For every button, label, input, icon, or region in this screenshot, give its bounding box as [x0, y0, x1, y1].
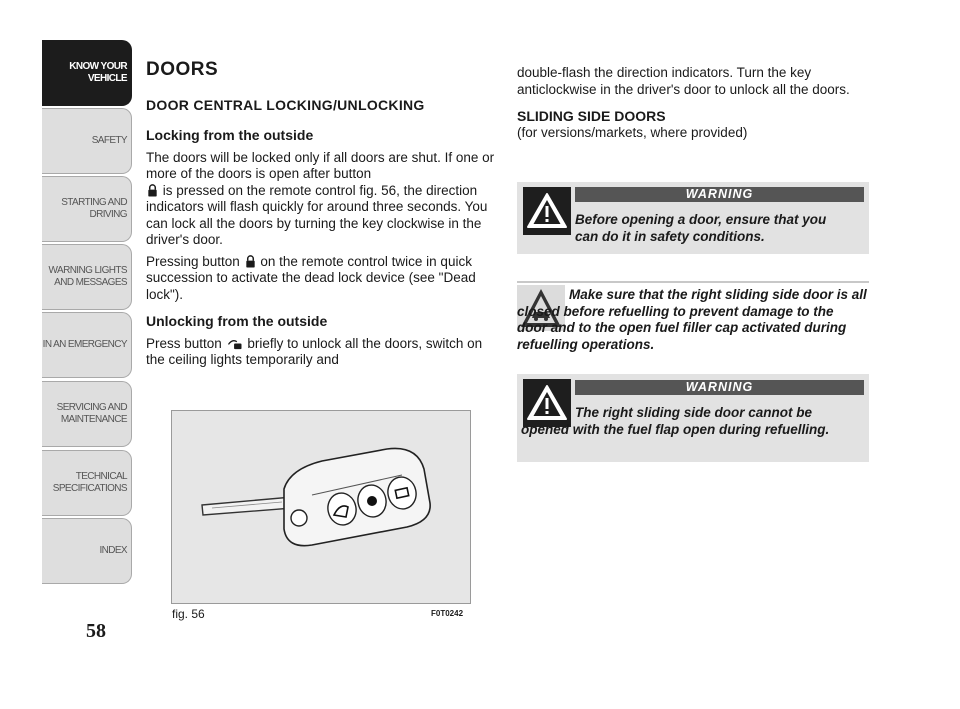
- locking-text-b: is pressed on the remote control fig. 56, the direction indicators will flash quickly for around three seconds. You can lock all the doors by turning the key clockwise in the driver's door.: [146, 182, 488, 247]
- locking-heading: Locking from the outside: [146, 127, 314, 143]
- page-number: 58: [86, 620, 106, 642]
- tab-starting-and-driving[interactable]: [42, 176, 132, 242]
- tab-label-line1: INDEX: [99, 545, 127, 556]
- tab-label-line1: SAFETY: [91, 135, 127, 146]
- tab-warning-lights[interactable]: [42, 244, 132, 310]
- warning-text: Before opening a door, ensure that you can do it in safety conditions.: [575, 212, 827, 244]
- unlocking-text-b: briefly to unlock all the doors, switch on the ceiling lights temporarily and: [146, 335, 483, 367]
- tab-label-line1: STARTING AND: [61, 197, 127, 208]
- tab-technical-specifications[interactable]: [42, 450, 132, 516]
- key-fob-figure: [171, 410, 471, 604]
- tab-label-line2: DRIVING: [89, 209, 127, 220]
- tab-label-line1: KNOW YOUR: [69, 61, 127, 72]
- section-subtitle: DOOR CENTRAL LOCKING/UNLOCKING: [146, 96, 425, 113]
- locking-paragraph-1: [146, 150, 496, 249]
- unlocking-heading: Unlocking from the outside: [146, 313, 328, 329]
- tab-label-line1: SERVICING AND: [56, 402, 127, 413]
- figure-code: F0T0242: [431, 609, 464, 618]
- warning-header: WARNING: [575, 187, 864, 202]
- section-title: DOORS: [146, 59, 219, 80]
- warning-header: WARNING: [575, 380, 864, 395]
- tab-label-line2: MAINTENANCE: [60, 414, 127, 425]
- tab-know-your-vehicle[interactable]: [42, 40, 132, 106]
- tab-servicing-and-maintenance[interactable]: [42, 381, 132, 447]
- right-column: [517, 65, 869, 141]
- unlocking-paragraph: [146, 336, 496, 369]
- tab-label-line1: TECHNICAL: [75, 471, 127, 482]
- sliding-doors-heading: SLIDING SIDE DOORS: [517, 108, 666, 124]
- tab-label-line2: AND MESSAGES: [54, 277, 127, 288]
- locking2-text-b: on the remote control twice in quick succession to activate the dead lock device (see "Dead lock").: [146, 253, 476, 302]
- warning-box-1: [517, 182, 869, 254]
- tab-in-an-emergency[interactable]: [42, 312, 132, 378]
- caution-text: Make sure that the right sliding side door is all closed before refuelling to prevent damage to the door and to the open fuel filler cap activated during refuelling operations.: [517, 287, 867, 352]
- unlocked-padlock-icon: [226, 337, 244, 350]
- caution-block: [517, 285, 869, 355]
- divider: [517, 281, 869, 283]
- locking-paragraph-2: [146, 254, 496, 304]
- continuation-paragraph: double-flash the direction indicators. Turn the key anticlockwise in the driver's door to unlock all the doors.: [517, 65, 850, 97]
- warning-triangle-icon: [523, 187, 571, 235]
- locking2-text-a: Pressing button: [146, 253, 240, 269]
- tab-index[interactable]: [42, 518, 132, 584]
- warning-text: The right sliding side door cannot be opened with the fuel flap open during refuelling.: [521, 405, 830, 437]
- padlock-icon: [146, 184, 159, 197]
- tab-safety[interactable]: [42, 108, 132, 174]
- left-column: [146, 59, 496, 374]
- tab-label-line1: IN AN EMERGENCY: [42, 339, 127, 350]
- unlocking-text-a: Press button: [146, 335, 222, 351]
- warning-icon-bg: [523, 187, 571, 235]
- locking-text-a: The doors will be locked only if all doors are shut. If one or more of the doors is open after button: [146, 149, 495, 181]
- warning-box-2: [517, 374, 869, 462]
- padlock-icon: [244, 255, 257, 268]
- figure-caption: fig. 56: [172, 607, 205, 621]
- tab-label-line1: WARNING LIGHTS: [48, 265, 127, 276]
- tab-label-line2: VEHICLE: [87, 73, 127, 84]
- sliding-doors-note: (for versions/markets, where provided): [517, 124, 748, 140]
- key-fob-illustration: [172, 411, 470, 603]
- tab-label-line2: SPECIFICATIONS: [52, 483, 127, 494]
